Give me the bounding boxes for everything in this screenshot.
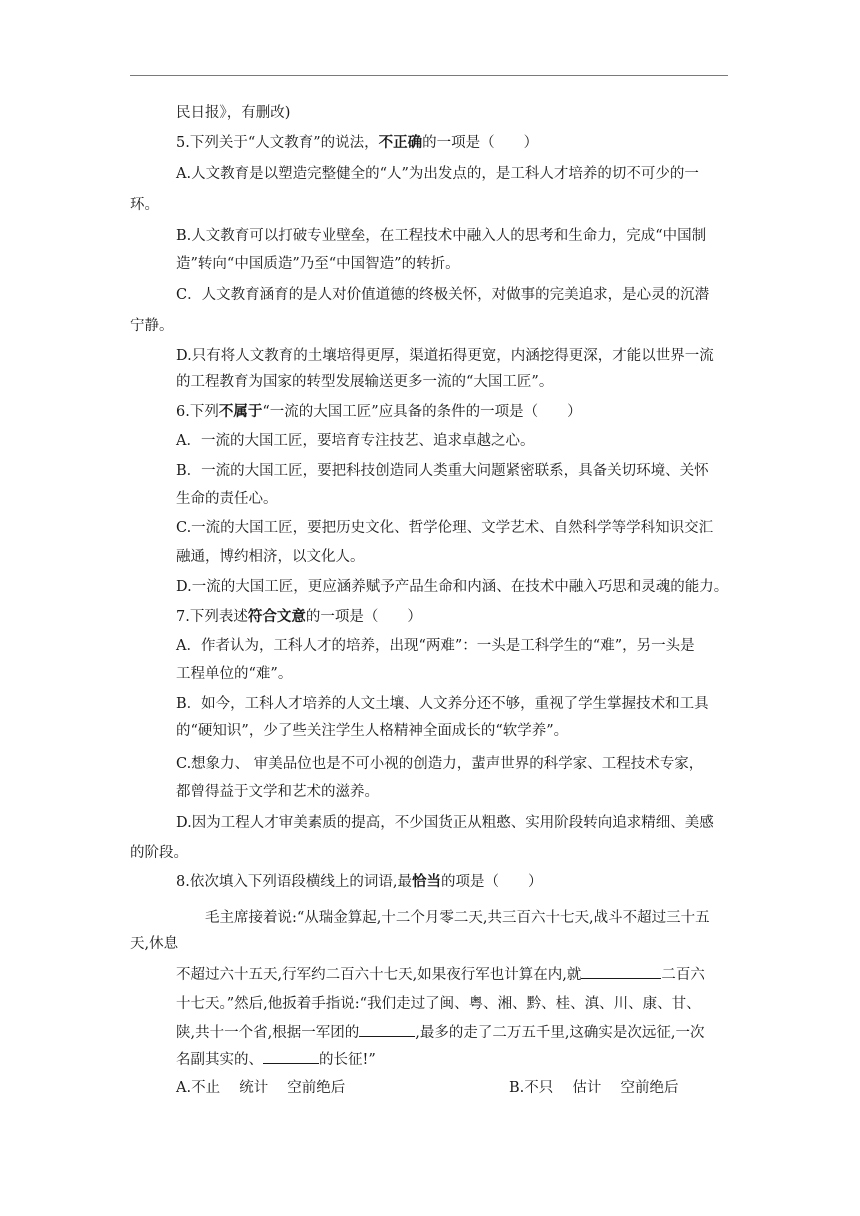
option-b: B．如今，工科人才培养的人文土壤、人文养分还不够，重视了学生掌握技术和工具 bbox=[176, 696, 709, 712]
passage-text: 陕,共十一个省,根据一军团的 bbox=[176, 1025, 360, 1041]
question-5 bbox=[176, 133, 538, 153]
option-a: A．一流的大国工匠，要培育专注技艺、追求卓越之心。 bbox=[176, 433, 535, 449]
question-8 bbox=[176, 872, 542, 892]
blank-2 bbox=[359, 1022, 415, 1037]
option-a: A.不止 统计 空前绝后 bbox=[176, 1080, 346, 1096]
question-7 bbox=[176, 607, 422, 627]
text-line: 融通，博约相济，以文化人。 bbox=[176, 549, 365, 565]
option-c: C.想象力、 审美品位也是不可小视的创造力，蜚声世界的科学家、工程技术专家， bbox=[176, 756, 704, 772]
passage-line: 天,休息 bbox=[130, 936, 179, 952]
passage-line bbox=[176, 1049, 376, 1070]
passage-line bbox=[176, 964, 705, 985]
text-line: 的工程教育为国家的转型发展输送更多一流的“大国工匠”。 bbox=[176, 374, 554, 390]
option-a: A.人文教育是以塑造完整健全的“人”为出发点的，是工科人才培养的切不可少的一 bbox=[176, 166, 699, 182]
option-c: C．人文教育涵育的是人对价值道德的终极关怀，对做事的完美追求，是心灵的沉潜 bbox=[176, 287, 710, 303]
option-d: D.一流的大国工匠，更应涵养赋予产品生命和内涵、在技术中融入巧思和灵魂的能力。 bbox=[176, 579, 729, 595]
text-line: 都曾得益于文学和艺术的滋养。 bbox=[176, 784, 379, 800]
question-text: 8.依次填入下列语段横线上的词语,最 bbox=[176, 874, 412, 890]
text-line: 的阶段。 bbox=[130, 845, 188, 861]
text-line: 生命的责任心。 bbox=[176, 491, 278, 507]
option-d: D.因为工程人才审美素质的提高，不少国货正从粗憨、实用阶段转向追求精细、美感 bbox=[176, 815, 714, 831]
question-text: 的一项是（ ） bbox=[305, 609, 422, 625]
question-emphasis: 不属于 bbox=[218, 403, 263, 420]
blank-1 bbox=[581, 964, 661, 979]
question-emphasis: 恰当 bbox=[411, 873, 441, 890]
passage-text: ,最多的走了二万五千里,这确实是次远征,一次 bbox=[415, 1025, 705, 1041]
header-rule bbox=[130, 75, 728, 76]
question-text: 的一项是（ ） bbox=[422, 135, 539, 151]
option-c: C.一流的大国工匠，要把历史文化、哲学伦理、文学艺术、自然科学等学科知识交汇 bbox=[176, 520, 714, 536]
question-text: 5.下列关于“人文教育”的说法， bbox=[176, 135, 379, 151]
question-emphasis: 符合文意 bbox=[247, 608, 306, 625]
text-line: 工程单位的“难”。 bbox=[176, 666, 293, 682]
option-b: B．一流的大国工匠，要把科技创造同人类重大问题紧密联系，具备关切环境、关怀 bbox=[176, 463, 709, 479]
option-b: B.不只 估计 空前绝后 bbox=[509, 1080, 679, 1096]
question-6 bbox=[176, 402, 582, 422]
passage-text: 名副其实的、 bbox=[176, 1052, 263, 1068]
text-line: 造”转向“中国质造”乃至“中国智造”的转折。 bbox=[176, 256, 460, 272]
passage-line bbox=[176, 1022, 705, 1043]
option-d: D.只有将人文教育的土壤培得更厚，渠道拓得更宽，内涵挖得更深，才能以世界一流 bbox=[176, 348, 714, 364]
question-emphasis: 不正确 bbox=[378, 134, 423, 151]
text-line: 的“硬知识”，少了些关注学生人格精神全面成长的“软学养”。 bbox=[176, 723, 569, 739]
blank-3 bbox=[263, 1049, 319, 1064]
option-a: A．作者认为，工科人才的培养，出现“两难”：一头是工科学生的“难”，另一头是 bbox=[176, 638, 695, 654]
text-line: 民日报》，有删改) bbox=[176, 105, 291, 121]
text-line: 宁静。 bbox=[130, 318, 174, 334]
question-text: 的项是（ ） bbox=[440, 874, 543, 890]
passage-text: 二百六 bbox=[661, 967, 705, 983]
option-b: B.人文教育可以打破专业壁垒，在工程技术中融入人的思考和生命力，完成“中国制 bbox=[176, 228, 707, 244]
passage-text: 不超过六十五天,行军约二百六十七天,如果夜行军也计算在内,就 bbox=[176, 967, 582, 983]
passage-line: 十七天。”然后,他扳着手指说:“我们走过了闽、粤、湘、黔、桂、滇、川、康、甘、 bbox=[176, 996, 701, 1012]
question-text: 6.下列 bbox=[176, 404, 219, 420]
passage-text: 的长征!” bbox=[319, 1052, 376, 1068]
passage-line: 毛主席接着说:“从瑞金算起,十二个月零二天,共三百六十七天,战斗不超过三十五 bbox=[205, 910, 710, 926]
text-line: 环。 bbox=[130, 197, 159, 213]
question-text: “一流的大国工匠”应具备的条件的一项是（ ） bbox=[262, 404, 582, 420]
question-text: 7.下列表述 bbox=[176, 609, 248, 625]
